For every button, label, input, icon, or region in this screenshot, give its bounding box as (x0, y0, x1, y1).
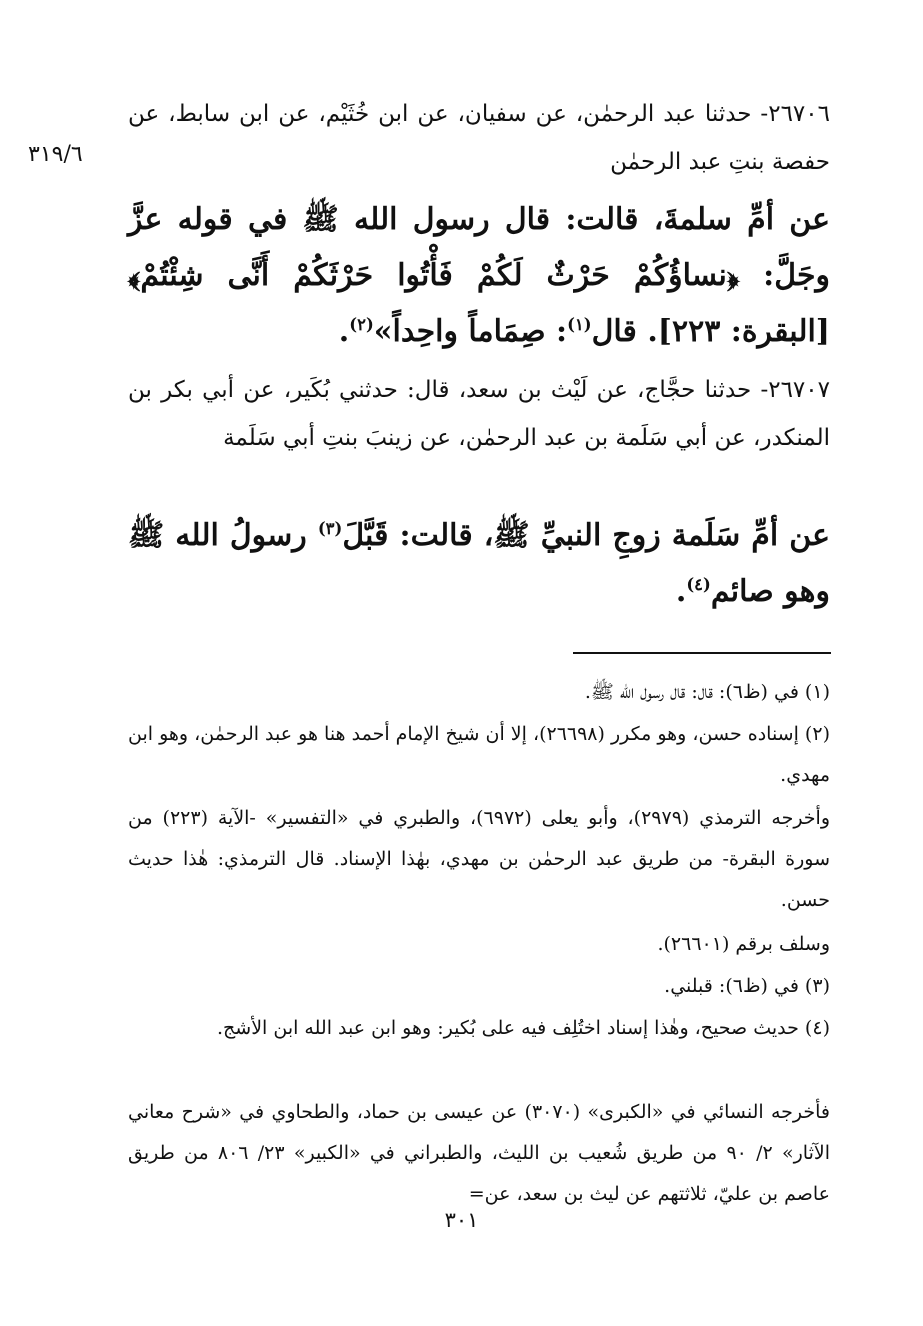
page-number: ٣٠١ (444, 1208, 479, 1232)
footnote-2: (٢) إسناده حسن، وهو مكرر (٢٦٦٩٨)، إلا أن شيخ الإمام أحمد هنا هو عبد الرحمٰن، وهو ابن مهدي. (128, 723, 830, 786)
footnote-2-continued: وسلف برقم (٢٦٦٠١). (657, 933, 830, 955)
volume-page-reference: ٣١٩/٦ (28, 142, 83, 167)
footnote-2-continued: وأخرجه الترمذي (٢٩٧٩)، وأبو يعلى (٦٩٧٢)، والطبري في «التفسير» -الآية (٢٢٣) من سورة البقرة- من طريق عبد الرحمٰن بن مهدي، بهٰذا الإسناد. قال الترمذي: هٰذا حديث حسن. (128, 807, 830, 911)
footnote-4-continued: فأخرجه النسائي في «الكبرى» (٣٠٧٠) عن عيسى بن حماد، والطحاوي في «شرح معاني الآثار» ٢/ ٩٠ من طريق شُعيب بن الليث، والطبراني في «الكبير» ٢٣/ ٨٠٦ من طريق عاصم بن عليّ، ثلاثتهم عن ليث بن سعد، عن= (128, 1101, 830, 1205)
hadith-26706-isnad: ٢٦٧٠٦- حدثنا عبد الرحمٰن، عن سفيان، عن ابن خُثَيْم، عن ابن سابط، عن حفصة بنتِ عبد الرحمٰن (128, 101, 830, 175)
footnote-marker-3[interactable]: (٣) (317, 519, 343, 538)
hadith-26707-matn (128, 508, 830, 620)
footnote-marker-4[interactable]: (٤) (686, 575, 711, 594)
matn-text: : صِمَاماً واحِداً» (373, 314, 568, 349)
footnote-marker-1[interactable]: (١) (567, 315, 592, 334)
footnote-3: (٣) في (ظ٦): قبلني. (664, 975, 830, 997)
footnote-marker-2[interactable]: (٢) (349, 315, 374, 334)
footnote-4: (٤) حديث صحيح، وهٰذا إسناد اختُلِف فيه على بُكير: وهو ابن عبد الله ابن الأشج. (216, 1017, 830, 1039)
footnote-separator (573, 652, 831, 654)
matn-text: عن أمِّ سَلَمة زوجِ النبيِّ ﷺ، قالت: قَبَّلَ (342, 518, 830, 553)
footnote-1: (١) في (ظ٦): قال: قال رسول الله ﷺ. (584, 681, 830, 703)
matn-text: . (675, 574, 687, 609)
hadith-26706-matn (128, 192, 830, 360)
hadith-26707-isnad: ٢٦٧٠٧- حدثنا حجَّاج، عن لَيْث بن سعد، قال: حدثني بُكَير، عن أبي بكر بن المنكدر، عن أبي سَلَمة بن عبد الرحمٰن، عن زينبَ بنتِ أبي سَلَمة (128, 377, 830, 451)
matn-text: . (338, 314, 350, 349)
matn-text: رسولُ الله ﷺ وهو صائم (128, 518, 830, 609)
matn-text: عن أمِّ سلمةَ، قالت: قال رسول الله ﷺ في قوله عزَّ وجَلَّ: ﴿نساؤُكُمْ حَرْثٌ لَكُمْ فَأْتُوا حَرْثَكُمْ أَنَّى شِئْتُمْ﴾ [البقرة: ٢٢٣]. قال (128, 202, 830, 349)
